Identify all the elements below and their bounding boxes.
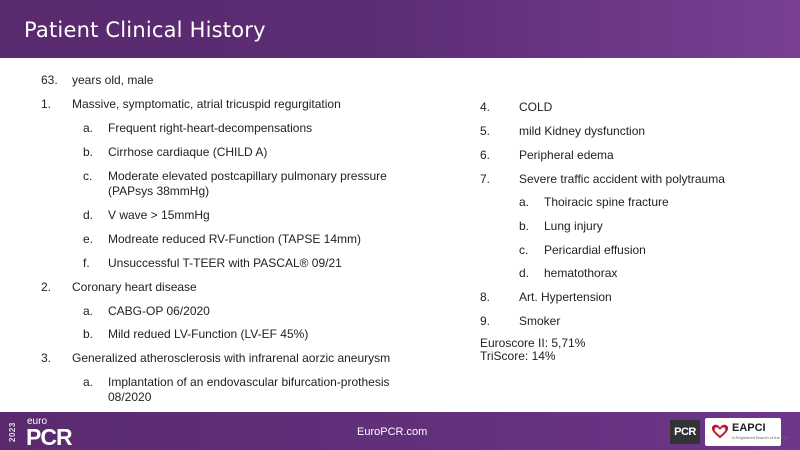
subitem: Modreate reduced RV-Function (TAPSE 14mm) <box>108 232 361 246</box>
logo-year: 2023 <box>8 422 17 442</box>
subitem-letter: c. <box>83 169 93 183</box>
list-item: Generalized atherosclerosis with infrarenal aorzic aneurysm <box>72 351 391 365</box>
subitem-letter: c. <box>519 243 529 257</box>
subitem-letter: e. <box>83 232 94 246</box>
item-number: 4. <box>480 100 491 114</box>
item-number: 1. <box>41 97 52 111</box>
subitem: Mild redued LV-Function (LV-EF 45%) <box>108 327 309 341</box>
triscore: TriScore: 14% <box>480 349 556 363</box>
subitem-letter: a. <box>83 304 94 318</box>
subitem: Moderate elevated postcapillary pulmonary pressure <box>108 169 387 183</box>
subitem-letter: a. <box>519 195 530 209</box>
subitem-letter: b. <box>83 145 94 159</box>
list-item: mild Kidney dysfunction <box>519 124 646 138</box>
item-number: 8. <box>480 290 491 304</box>
subitem-letter: a. <box>83 375 94 389</box>
item-number: 9. <box>480 314 491 328</box>
subitem: Thoiracic spine fracture <box>544 195 669 209</box>
subitem: V wave > 15mmHg <box>108 208 210 222</box>
subitem: Pericardial effusion <box>544 243 646 257</box>
subitem: Frequent right-heart-decompensations <box>108 121 313 135</box>
subitem-letter: b. <box>519 219 530 233</box>
intro-text: years old, male <box>72 73 154 87</box>
item-number: 3. <box>41 351 52 365</box>
list-item: COLD <box>519 100 553 114</box>
item-number: 6. <box>480 148 491 162</box>
eapci-badge <box>705 418 790 446</box>
list-item: Massive, symptomatic, atrial tricuspid regurgitation <box>72 97 341 111</box>
euroscore: Euroscore II: 5,71% <box>480 336 586 350</box>
subitem-letter: d. <box>83 208 94 222</box>
subitem-letter: f. <box>83 256 90 270</box>
item-number: 5. <box>480 124 491 138</box>
logo-euro-text: euro <box>27 416 48 427</box>
pcr-badge: PCR <box>670 420 700 444</box>
logo-pcr-text: PCR <box>26 424 72 450</box>
item-number: 2. <box>41 280 52 294</box>
list-item: Art. Hypertension <box>519 290 612 304</box>
subitem: Cirrhose cardiaque (CHILD A) <box>108 145 268 159</box>
list-item: Coronary heart disease <box>72 280 197 294</box>
page-title: Patient Clinical History <box>24 18 266 42</box>
heart-icon <box>711 423 729 441</box>
item-number: 7. <box>480 172 491 186</box>
subitem-continuation: 08/2020 <box>108 390 152 404</box>
subitem-continuation: (PAPsys 38mmHg) <box>108 184 210 198</box>
eapci-subtitle: A Registered Branch of the ESC <box>732 435 790 440</box>
subitem-letter: b. <box>83 327 94 341</box>
list-item: Peripheral edema <box>519 148 614 162</box>
subitem: hematothorax <box>544 266 618 280</box>
subitem: Unsuccessful T-TEER with PASCAL® 09/21 <box>108 256 342 270</box>
subitem: Implantation of an endovascular bifurcation-prothesis <box>108 375 390 389</box>
subitem-letter: d. <box>519 266 530 280</box>
footer-url[interactable]: EuroPCR.com <box>357 426 428 438</box>
eapci-label: EAPCI <box>732 422 766 434</box>
intro-number: 63. <box>41 73 58 87</box>
list-item: Smoker <box>519 314 561 328</box>
list-item: Severe traffic accident with polytrauma <box>519 172 725 186</box>
subitem: CABG-OP 06/2020 <box>108 304 210 318</box>
subitem-letter: a. <box>83 121 94 135</box>
subitem: Lung injury <box>544 219 603 233</box>
footer-bar <box>0 412 800 450</box>
